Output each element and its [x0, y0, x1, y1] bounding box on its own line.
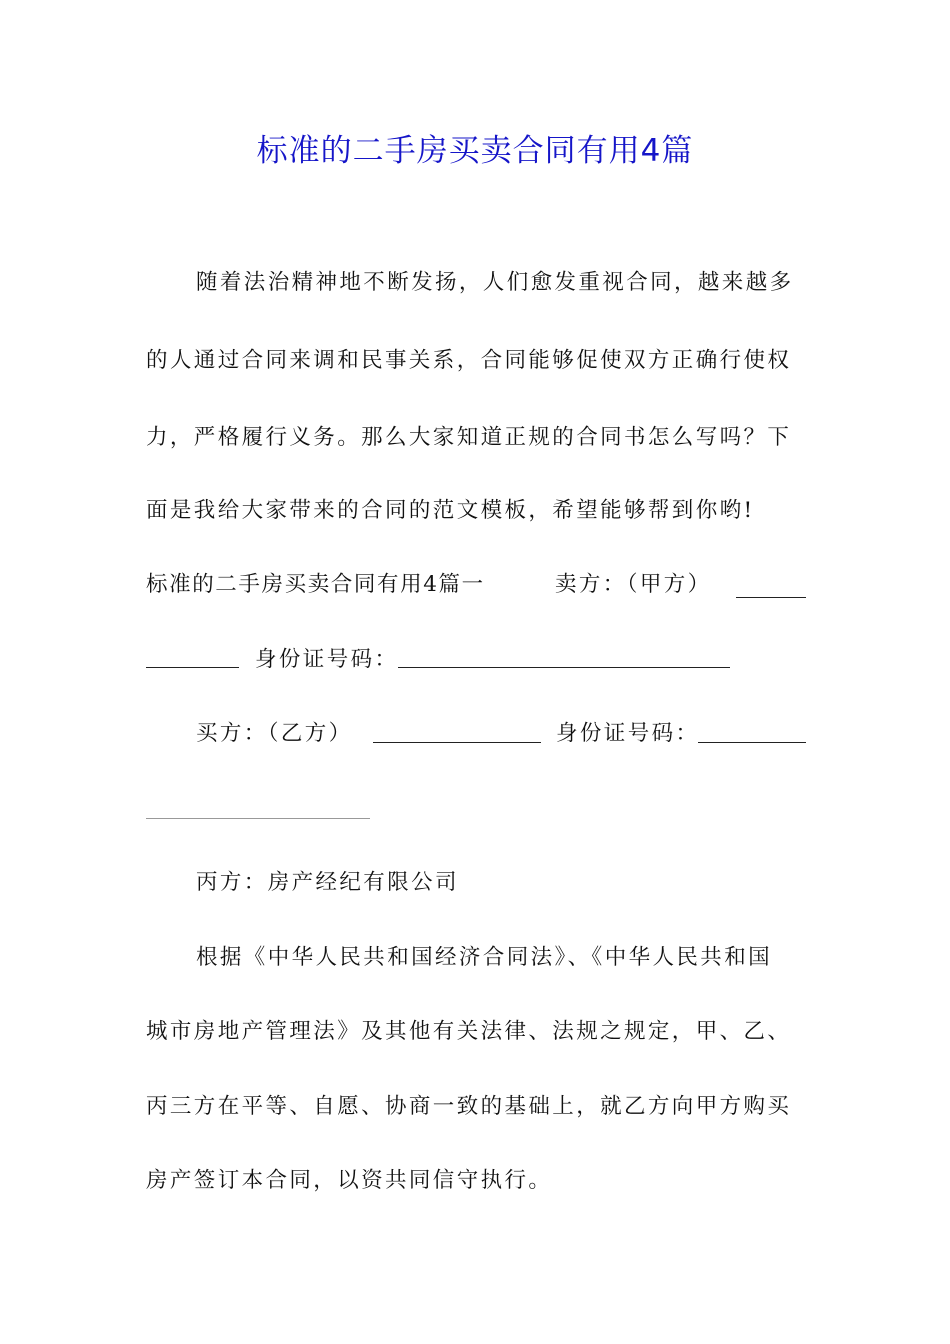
- intro-line-1: 随着法治精神地不断发扬，人们愈发重视合同，越来越多: [196, 270, 794, 295]
- seller-id-label: 身份证号码：: [255, 647, 399, 672]
- buyer-id-blank: [698, 742, 806, 743]
- section-heading: 标准的二手房买卖合同有用4篇一: [146, 572, 485, 597]
- body-line-3: 丙三方在平等、自愿、协商一致的基础上，就乙方向甲方购买: [146, 1094, 792, 1119]
- seller-label: 卖方：（甲方）: [555, 572, 712, 597]
- agent-line: 丙方：房产经纪有限公司: [196, 870, 459, 895]
- seller-name-blank: [736, 597, 806, 598]
- buyer-id-label: 身份证号码：: [556, 721, 700, 746]
- buyer-label: 买方：（乙方）: [196, 721, 353, 746]
- intro-line-3: 力，严格履行义务。那么大家知道正规的合同书怎么写吗？下: [146, 425, 792, 450]
- seller-id-blank: [398, 667, 730, 668]
- body-line-1: 根据《中华人民共和国经济合同法》、《中华人民共和国: [196, 945, 773, 970]
- buyer-id-blank-cont: [146, 818, 370, 819]
- buyer-name-blank: [373, 742, 541, 743]
- intro-line-2: 的人通过合同来调和民事关系，合同能够促使双方正确行使权: [146, 348, 792, 373]
- seller-name-blank-cont: [146, 667, 239, 668]
- body-line-2: 城市房地产管理法》及其他有关法律、法规之规定，甲、乙、: [146, 1019, 792, 1044]
- body-line-4: 房产签订本合同，以资共同信守执行。: [146, 1168, 553, 1193]
- intro-line-4: 面是我给大家带来的合同的范文模板，希望能够帮到你哟!: [146, 498, 755, 523]
- document-title: 标准的二手房买卖合同有用4篇: [256, 133, 694, 169]
